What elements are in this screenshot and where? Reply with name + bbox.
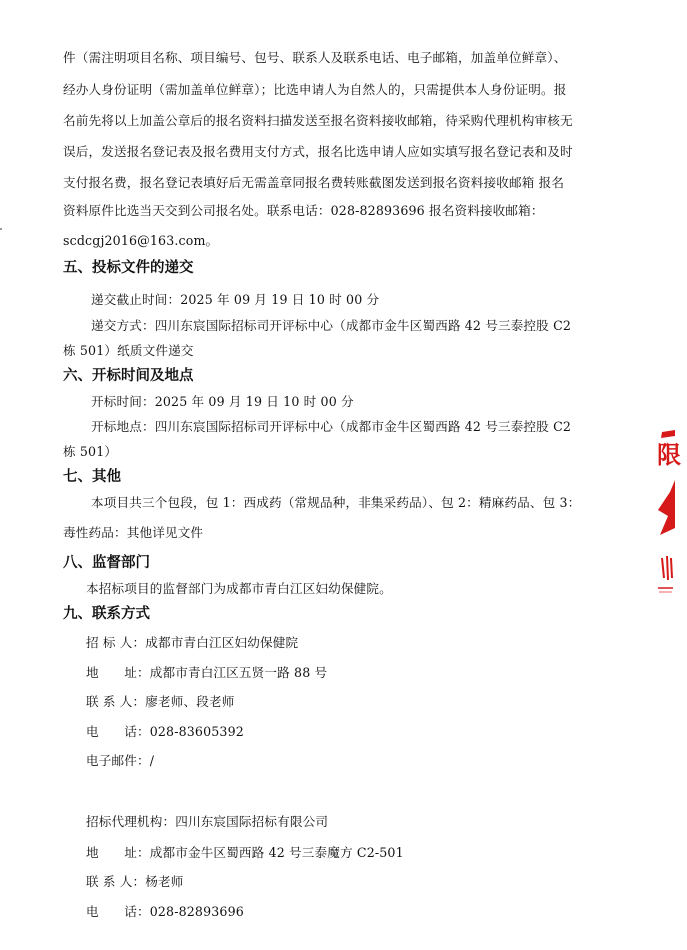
- agent-contact-row: [86, 873, 184, 891]
- opening-place: 开标地点：四川东宸国际招标司开评标中心（成都市金牛区蜀西路 42 号三泰控股 C2: [91, 419, 572, 434]
- section-heading-submission: 五、投标文件的递交: [63, 260, 194, 276]
- buyer-email: /: [149, 753, 155, 768]
- other-line: 毒性药品：其他详见文件: [63, 525, 204, 540]
- agent-contact-label: 联 系 人：: [86, 874, 146, 889]
- seal-character: 限: [657, 441, 681, 469]
- section-heading-supervision: 八、监督部门: [63, 555, 150, 571]
- submission-method-cont: 栋 501）纸质文件递交: [63, 343, 194, 358]
- agent-org: 招标代理机构：四川东宸国际招标有限公司: [86, 814, 329, 829]
- buyer-address-label: 地 址：: [86, 665, 150, 680]
- buyer-phone-label: 电 话：: [86, 724, 150, 739]
- section-heading-opening: 六、开标时间及地点: [63, 368, 194, 384]
- agent-phone-row: [86, 903, 244, 921]
- submission-deadline: 递交截止时间：2025 年 09 月 19 日 10 时 00 分: [91, 292, 380, 307]
- para-line: 误后，发送报名登记表及报名费用支付方式，报名比选申请人应如实填写报名登记表和及时: [63, 144, 573, 159]
- buyer-address: 成都市青白江区五贤一路 88 号: [149, 665, 328, 680]
- agent-address-row: [86, 844, 404, 862]
- para-line: 经办人身份证明（需加盖单位鲜章）；比选申请人为自然人的，只需提供本人身份证明。报: [63, 82, 567, 97]
- agent-address-label: 地 址：: [86, 845, 150, 860]
- opening-place-cont: 栋 501）: [63, 444, 118, 459]
- red-seal-stamp: [656, 420, 681, 605]
- para-line: 资料原件比选当天交到公司报名处。联系电话：028-82893696 报名资料接收邮箱：: [63, 203, 544, 218]
- supervision-line: 本招标项目的监督部门为成都市青白江区妇幼保健院。: [86, 581, 392, 596]
- buyer-phone: 028-83605392: [149, 724, 244, 739]
- buyer-contact-row: [86, 693, 235, 711]
- buyer-contact-label: 联 系 人：: [86, 694, 146, 709]
- agent-phone: 028-82893696: [149, 904, 244, 919]
- para-line: 件（需注明项目名称、项目编号、包号、联系人及联系电话、电子邮箱，加盖单位鲜章）、: [63, 50, 567, 65]
- buyer-name-label: 招 标 人：: [86, 635, 146, 650]
- agent-address: 成都市金牛区蜀西路 42 号三泰魔方 C2-501: [149, 845, 404, 860]
- buyer-contact: 廖老师、段老师: [145, 694, 235, 709]
- other-line: 本项目共三个包段，包 1：西成药（常规品种，非集采药品）、包 2：精麻药品、包 3：: [91, 495, 581, 510]
- email-line: scdcgj2016@163.com。: [63, 233, 219, 248]
- buyer-phone-row: [86, 723, 244, 741]
- buyer-name: 成都市青白江区妇幼保健院: [145, 635, 299, 650]
- buyer-email-label: 电子邮件：: [86, 753, 150, 768]
- agent-contact: 杨老师: [145, 874, 184, 889]
- buyer-name-row: [86, 634, 298, 652]
- opening-time: 开标时间：2025 年 09 月 19 日 10 时 00 分: [91, 394, 354, 409]
- para-line: 支付报名费，报名登记表填好后无需盖章同报名费转账截图发送到报名资料接收邮箱 报名: [63, 175, 565, 190]
- agent-phone-label: 电 话：: [86, 904, 150, 919]
- margin-mark: [0, 228, 2, 230]
- submission-method: 递交方式：四川东宸国际招标司开评标中心（成都市金牛区蜀西路 42 号三泰控股 C2: [91, 318, 572, 333]
- buyer-address-row: [86, 664, 327, 682]
- para-line: 名前先将以上加盖公章后的报名资料扫描发送至报名资料接收邮箱，待采购代理机构审核无: [63, 113, 573, 128]
- section-heading-other: 七、其他: [63, 469, 121, 485]
- section-heading-contact: 九、联系方式: [63, 606, 150, 622]
- buyer-email-row: [86, 752, 154, 770]
